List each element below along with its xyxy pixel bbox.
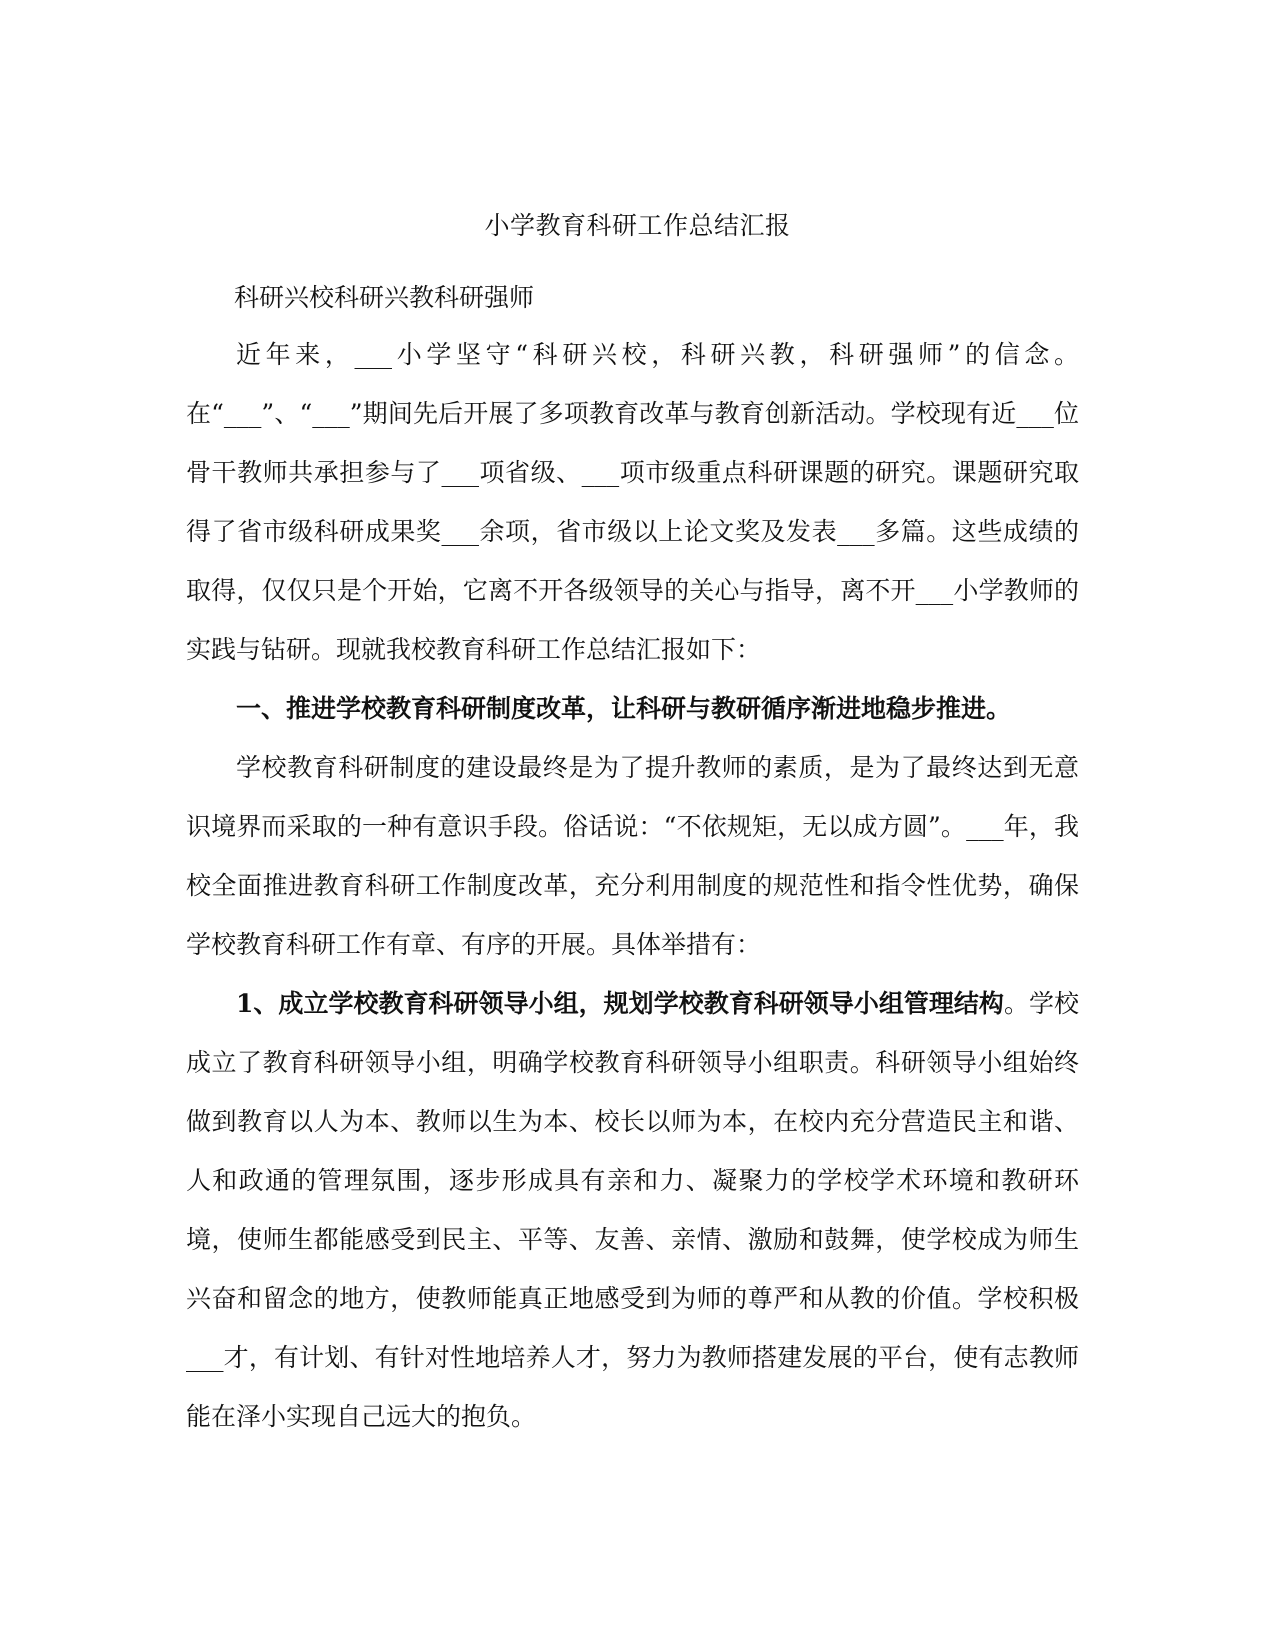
document-subtitle: 科研兴校科研兴教科研强师 xyxy=(234,283,535,312)
section-heading-1: 一、推进学校教育科研制度改革，让科研与教研循序渐进地稳步推进。 xyxy=(236,694,1012,723)
item-1-paragraph xyxy=(186,974,1079,1446)
document-title: 小学教育科研工作总结汇报 xyxy=(484,211,791,240)
section-1-paragraph: 学校教育科研制度的建设最终是为了提升教师的素质，是为了最终达到无意识境界而采取的一种有意识手段。俗话说：“不依规矩，无以成方圆”。___年，我校全面推进教育科研工作制度改革，充分利用制度的规范性和指令性优势，确保学校教育科研工作有章、有序的开展。具体举措有： xyxy=(186,753,1079,959)
document-body xyxy=(186,325,1079,1446)
item-1-lead: 1、成立学校教育科研领导小组，规划学校教育科研领导小组管理结构 xyxy=(236,989,1004,1018)
item-1-body: 。学校成立了教育科研领导小组，明确学校教育科研领导小组职责。科研领导小组始终做到教育以人为本、教师以生为本、校长以师为本，在校内充分营造民主和谐、人和政通的管理氛围，逐步形成具有亲和力、凝聚力的学校学术环境和教研环境，使师生都能感受到民主、平等、友善、亲情、激励和鼓舞，使学校成为师生兴奋和留念的地方，使教师能真正地感受到为师的尊严和从教的价值。学校积极___才，有计划、有针对性地培养人才，努力为教师搭建发展的平台，使有志教师能在泽小实现自己远大的抱负。 xyxy=(186,989,1079,1431)
intro-paragraph: 近年来，___小学坚守“科研兴校，科研兴教，科研强师”的信念。在“___”、“___”期间先后开展了多项教育改革与教育创新活动。学校现有近___位骨干教师共承担参与了___项省级、___项市级重点科研课题的研究。课题研究取得了省市级科研成果奖___余项，省市级以上论文奖及发表___多篇。这些成绩的取得，仅仅只是个开始，它离不开各级领导的关心与指导，离不开___小学教师的实践与钻研。现就我校教育科研工作总结汇报如下： xyxy=(186,340,1079,664)
